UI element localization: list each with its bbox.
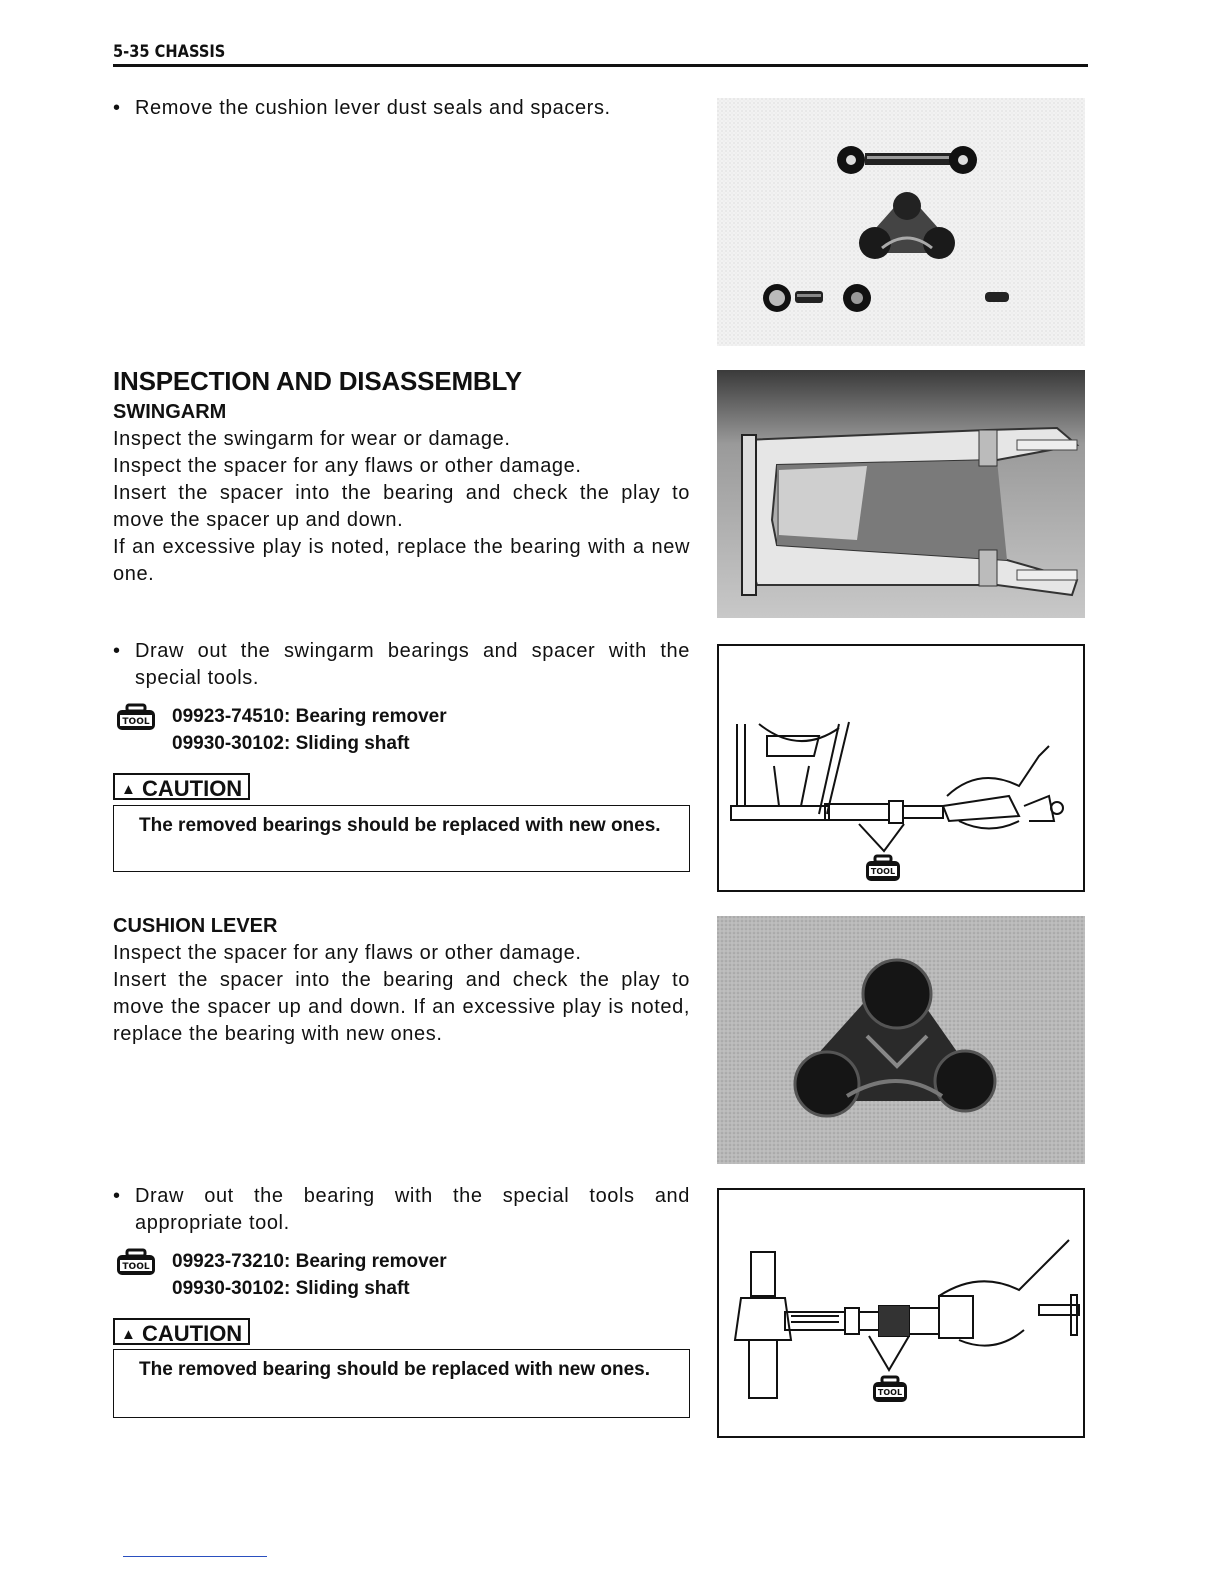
cushion-lever-photo: [717, 916, 1085, 1164]
cushion-line: Insert the spacer into the bearing and check the play to move the spacer up and down. If an excessive play is noted, replace the bearing with new ones.: [113, 969, 690, 1045]
bullet-icon: •: [113, 640, 121, 662]
tool-list-cushion: [172, 1248, 447, 1302]
seals-spacers-photo: [717, 98, 1085, 346]
caution-label: ▲ CAUTION: [113, 773, 250, 800]
svg-text:TOOL: TOOL: [122, 1262, 150, 1272]
svg-text:TOOL: TOOL: [870, 867, 896, 876]
swingarm-photo: [717, 370, 1085, 618]
header-divider: [113, 64, 1088, 67]
swingarm-bearing-removal-diagram: [717, 644, 1085, 892]
tool-name: Sliding shaft: [295, 1278, 410, 1299]
cushion-lever-instructions: [113, 940, 690, 1048]
draw-cushion-text: Draw out the bearing with the special tools and appropriate tool.: [135, 1185, 690, 1234]
bullet-icon: •: [113, 97, 121, 119]
tool-number: 09930-30102:: [172, 733, 291, 754]
tool-name: Sliding shaft: [295, 733, 410, 754]
svg-text:TOOL: TOOL: [877, 1388, 903, 1397]
caution-warning-icon: ▲: [121, 781, 136, 798]
swingarm-line: Insert the spacer into the bearing and check the play to move the spacer up and down.: [113, 482, 690, 531]
cushion-lever-subtitle: CUSHION LEVER: [113, 915, 278, 937]
swingarm-line: If an excessive play is noted, replace the bearing with a new one.: [113, 536, 690, 585]
swingarm-line: Inspect the spacer for any flaws or other damage.: [113, 455, 582, 477]
caution-label: ▲ CAUTION: [113, 1318, 250, 1345]
swingarm-line: Inspect the swingarm for wear or damage.: [113, 428, 511, 450]
cushion-line: Inspect the spacer for any flaws or other damage.: [113, 942, 582, 964]
tool-list-swingarm: [172, 703, 447, 757]
tool-number: 09923-73210:: [172, 1251, 291, 1272]
caution-text: The removed bearing should be replaced with new ones.: [139, 1359, 650, 1380]
cushion-bearing-removal-diagram: [717, 1188, 1085, 1438]
tool-number: 09923-74510:: [172, 706, 291, 727]
caution-box: [113, 805, 690, 872]
footer-divider: [123, 1556, 267, 1557]
tool-icon: [115, 1248, 157, 1281]
remove-seals-step: [113, 95, 693, 122]
tool-icon: [115, 703, 157, 736]
tool-number: 09930-30102:: [172, 1278, 291, 1299]
tool-icon-label: TOOL: [122, 717, 150, 727]
caution-warning-icon: ▲: [121, 1326, 136, 1343]
draw-swingarm-step: [113, 638, 690, 692]
swingarm-subtitle: SWINGARM: [113, 401, 227, 423]
caution-text: The removed bearings should be replaced with new ones.: [139, 815, 661, 836]
bullet-icon: •: [113, 1185, 121, 1207]
remove-seals-text: Remove the cushion lever dust seals and spacers.: [135, 97, 611, 119]
swingarm-instructions: [113, 426, 690, 588]
tool-name: Bearing remover: [295, 1251, 447, 1272]
page-header: 5-35 CHASSIS: [113, 42, 226, 62]
draw-cushion-step: [113, 1183, 690, 1237]
tool-name: Bearing remover: [295, 706, 447, 727]
section-title: INSPECTION AND DISASSEMBLY: [113, 366, 522, 396]
draw-swingarm-text: Draw out the swingarm bearings and spacer with the special tools.: [135, 640, 690, 689]
caution-box: [113, 1349, 690, 1418]
